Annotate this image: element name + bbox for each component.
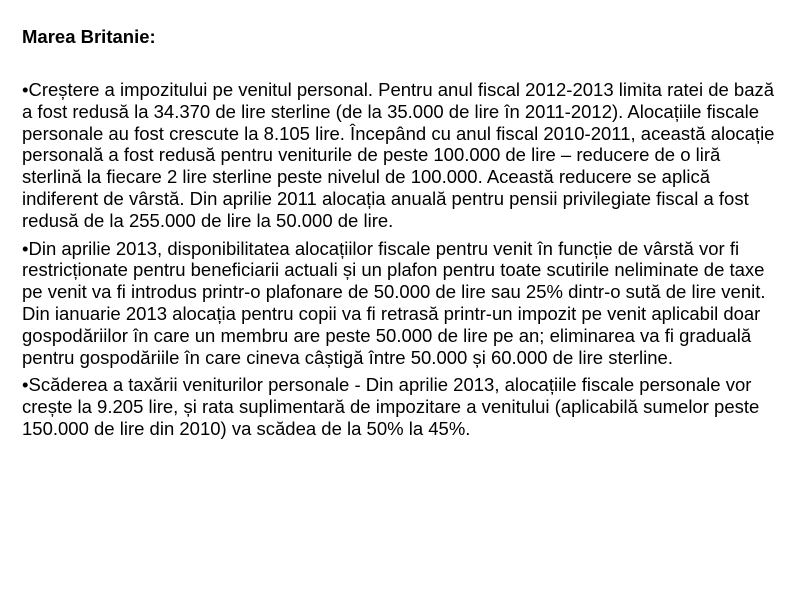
- bullet-text: Creștere a impozitului pe venitul personal. Pentru anul fiscal 2012-2013 limita ratei de bază a fost redusă la 34.370 de lire sterline (de la 35.000 de lire în 2011-2012). Alocațiile fiscale personale au fost crescute la 8.105 lire. Începând cu anul fiscal 2010-2011, această alocație personală a fost redusă pentru veniturile de peste 100.000 de lire – reducere de o liră sterlină la fiecare 2 lire sterline peste nivelul de 100.000. Această reducere se aplică indiferent de vârstă. Din aprilie 2011 alocația anuală pentru pensii privilegiate fiscal a fost redusă de la 255.000 de lire la 50.000 de lire.: [22, 79, 775, 231]
- bullet-text: Din aprilie 2013, disponibilitatea alocațiilor fiscale pentru venit în funcție de vârstă vor fi restricționate pentru beneficiarii actuali și un plafon pentru toate scutirile neliminate de taxe pe venit va fi introdus printr-o plafonare de 50.000 de lire sau 25% dintr-o sută de lire venit. Din ianuarie 2013 alocația pentru copii va fi retrasă printr-un impozit pe venit aplicabil doar gospodăriilor în care un membru are peste 50.000 de lire pe an; eliminarea va fi graduală pentru gospodăriile în care cineva câștigă între 50.000 și 60.000 de lire sterline.: [22, 237, 766, 368]
- bullet-item: [22, 79, 782, 232]
- bullet-marker: •: [22, 374, 29, 396]
- bullet-marker: •: [22, 237, 29, 259]
- bullet-item: [22, 238, 782, 369]
- slide-heading: Marea Britanie:: [22, 26, 156, 47]
- bullet-marker: •: [22, 79, 29, 100]
- bullet-text: Scăderea a taxării veniturilor personale - Din aprilie 2013, alocațiile fiscale personale vor crește la 9.205 lire, și rata suplimentară de impozitare a venitului (aplicabilă sumelor peste 150.000 de lire din 2010) va scădea de la 50% la 45%.: [22, 374, 760, 439]
- bullet-list: [22, 79, 782, 446]
- bullet-item: [22, 374, 782, 439]
